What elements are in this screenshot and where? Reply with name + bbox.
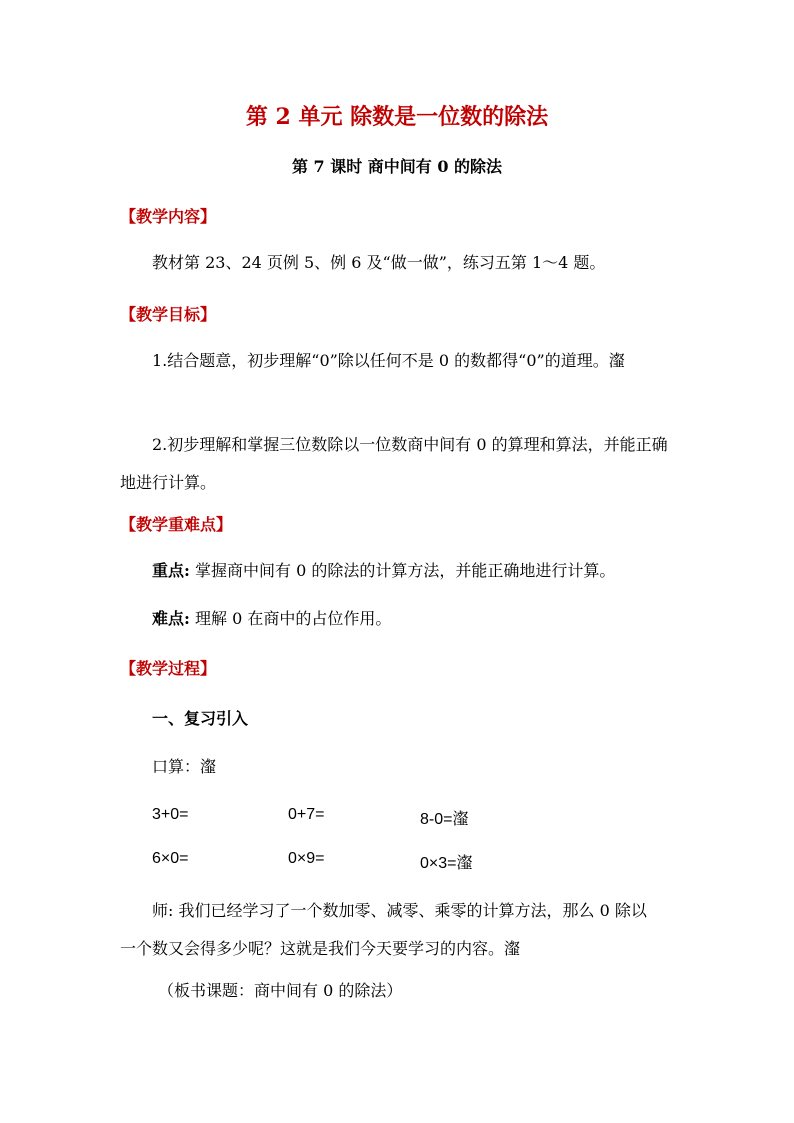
- oral-label: 口算：瀣: [152, 757, 217, 776]
- goal-1: 1.结合题意，初步理解“0”除以任何不是 0 的数都得“0”的道理。瀣: [152, 351, 625, 370]
- calc-item: 6×0=: [152, 850, 189, 867]
- lesson-title: 第 7 课时 商中间有 0 的除法: [291, 157, 503, 176]
- process-heading: 【教学过程】: [120, 659, 217, 678]
- calc-item: 8-0=瀣: [420, 811, 469, 828]
- step1-heading: 一、复习引入: [152, 709, 249, 728]
- key-label: 重点:: [152, 561, 190, 580]
- key-heading: 【教学重难点】: [120, 515, 233, 534]
- goal-2: 2.初步理解和掌握三位数除以一位数商中间有 0 的算理和算法，并能正确地进行计算。: [120, 435, 668, 492]
- difficulty-point: [120, 600, 680, 638]
- content-heading: 【教学内容】: [120, 207, 217, 226]
- calc-item: 0×9=: [288, 850, 325, 867]
- calc-item: 0×3=瀣: [420, 855, 473, 872]
- goals-heading: 【教学目标】: [120, 305, 217, 324]
- unit-title: 第 2 单元 除数是一位数的除法: [245, 104, 549, 130]
- content-text: 教材第 23、24 页例 5、例 6 及“做一做”，练习五第 1～4 题。: [152, 253, 606, 272]
- calc-item: 3+0=: [152, 806, 189, 823]
- difficulty-text: 理解 0 在商中的占位作用。: [189, 609, 392, 628]
- board-text: （板书课题：商中间有 0 的除法）: [158, 981, 403, 1000]
- key-point: [120, 552, 680, 590]
- difficulty-label: 难点:: [152, 609, 190, 628]
- calc-item: 0+7=: [288, 806, 325, 823]
- teacher-text: 师: 我们已经学习了一个数加零、减零、乘零的计算方法，那么 0 除以一个数又会得多少呢？这就是我们今天要学习的内容。瀣: [120, 901, 647, 958]
- key-text: 掌握商中间有 0 的除法的计算方法，并能正确地进行计算。: [189, 561, 616, 580]
